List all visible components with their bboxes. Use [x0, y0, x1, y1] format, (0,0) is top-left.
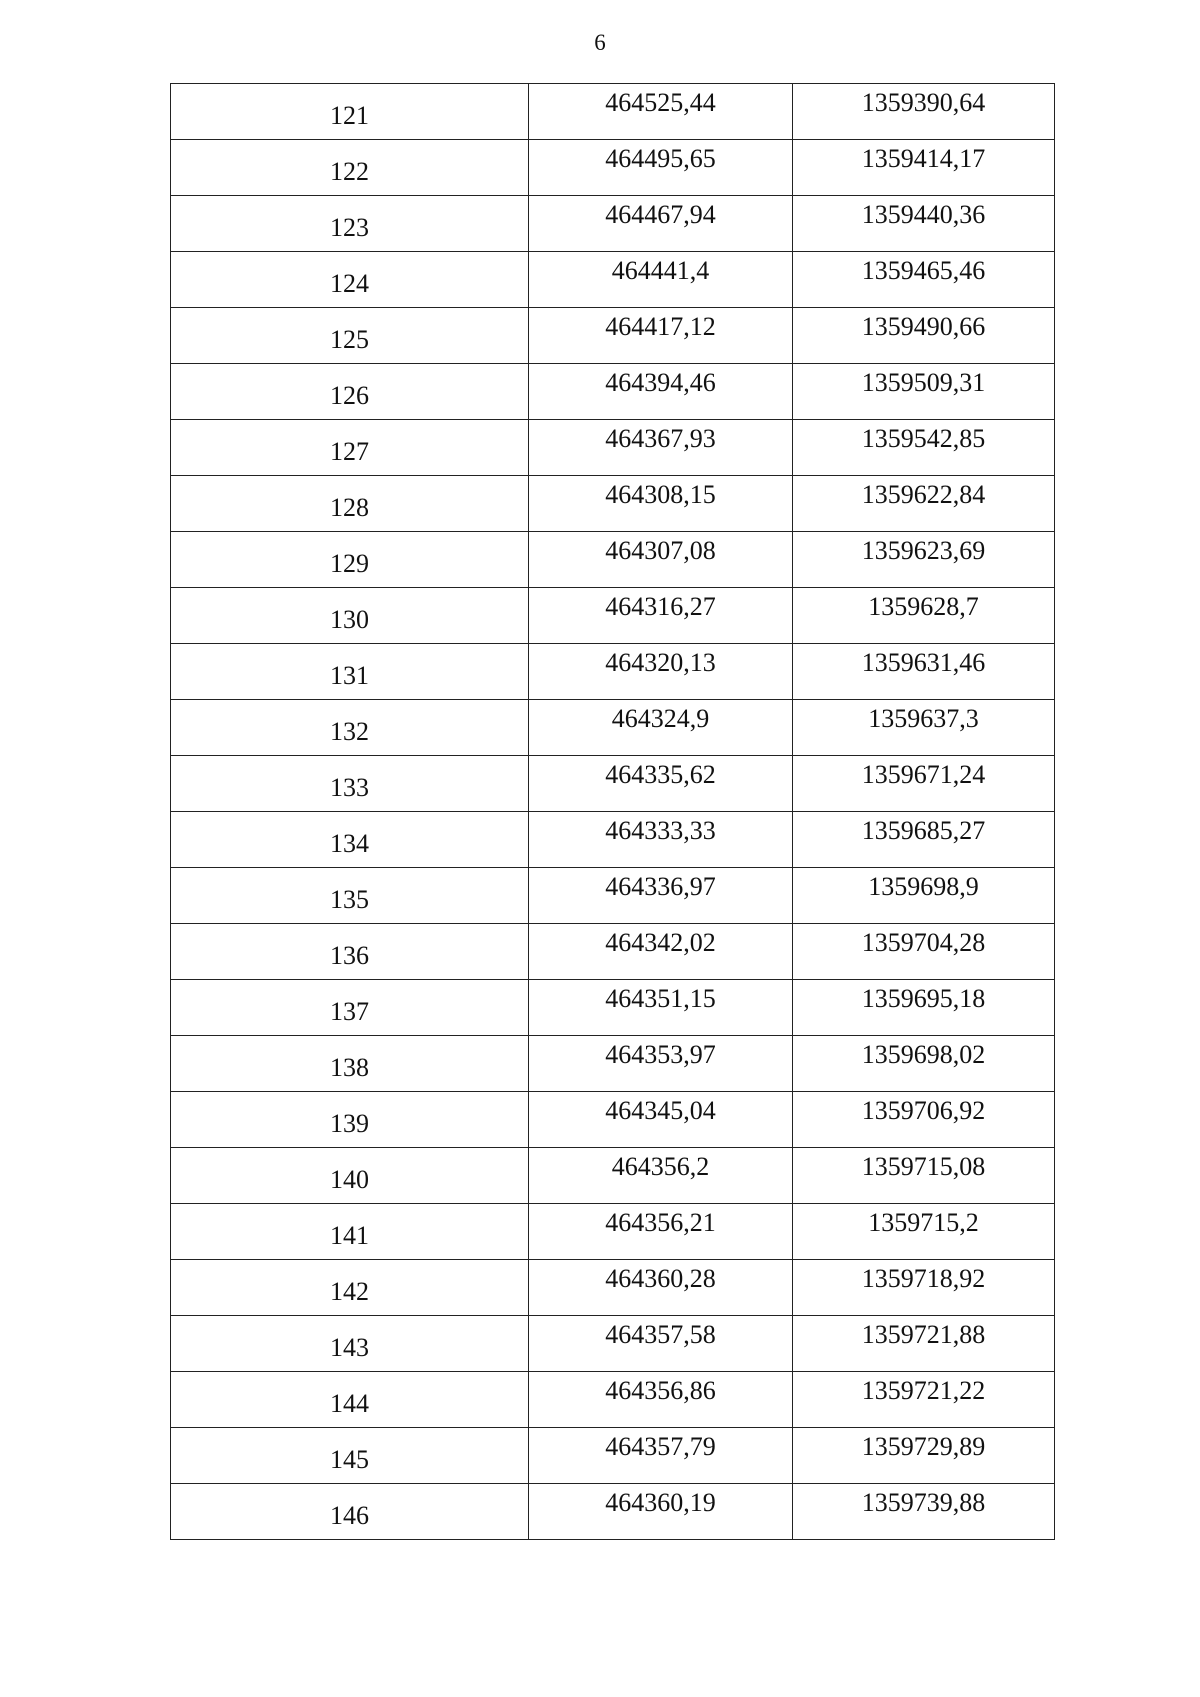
point-number-cell: 128 [171, 476, 529, 532]
table-row [171, 84, 1055, 140]
y-coordinate-cell: 1359631,46 [793, 644, 1055, 700]
point-number-cell: 135 [171, 868, 529, 924]
x-coordinate-cell: 464345,04 [529, 1092, 793, 1148]
x-coordinate-cell: 464335,62 [529, 756, 793, 812]
point-number-cell: 129 [171, 532, 529, 588]
table-row [171, 1036, 1055, 1092]
point-number-cell: 126 [171, 364, 529, 420]
table-row [171, 476, 1055, 532]
table-row [171, 364, 1055, 420]
coordinates-table-body [171, 84, 1055, 1540]
point-number-cell: 132 [171, 700, 529, 756]
x-coordinate-cell: 464525,44 [529, 84, 793, 140]
y-coordinate-cell: 1359718,92 [793, 1260, 1055, 1316]
table-row [171, 1260, 1055, 1316]
x-coordinate-cell: 464357,58 [529, 1316, 793, 1372]
y-coordinate-cell: 1359671,24 [793, 756, 1055, 812]
x-coordinate-cell: 464307,08 [529, 532, 793, 588]
point-number-cell: 144 [171, 1372, 529, 1428]
x-coordinate-cell: 464394,46 [529, 364, 793, 420]
x-coordinate-cell: 464467,94 [529, 196, 793, 252]
point-number-cell: 143 [171, 1316, 529, 1372]
y-coordinate-cell: 1359390,64 [793, 84, 1055, 140]
table-row [171, 532, 1055, 588]
x-coordinate-cell: 464308,15 [529, 476, 793, 532]
x-coordinate-cell: 464356,86 [529, 1372, 793, 1428]
y-coordinate-cell: 1359685,27 [793, 812, 1055, 868]
x-coordinate-cell: 464417,12 [529, 308, 793, 364]
page-number: 6 [594, 30, 606, 55]
y-coordinate-cell: 1359509,31 [793, 364, 1055, 420]
table-row [171, 812, 1055, 868]
table-row [171, 308, 1055, 364]
x-coordinate-cell: 464333,33 [529, 812, 793, 868]
x-coordinate-cell: 464367,93 [529, 420, 793, 476]
coordinates-table [170, 83, 1055, 1540]
y-coordinate-cell: 1359698,9 [793, 868, 1055, 924]
x-coordinate-cell: 464356,2 [529, 1148, 793, 1204]
x-coordinate-cell: 464320,13 [529, 644, 793, 700]
y-coordinate-cell: 1359542,85 [793, 420, 1055, 476]
y-coordinate-cell: 1359698,02 [793, 1036, 1055, 1092]
y-coordinate-cell: 1359715,08 [793, 1148, 1055, 1204]
table-row [171, 868, 1055, 924]
point-number-cell: 124 [171, 252, 529, 308]
point-number-cell: 146 [171, 1484, 529, 1540]
table-row [171, 1148, 1055, 1204]
table-row [171, 1428, 1055, 1484]
x-coordinate-cell: 464336,97 [529, 868, 793, 924]
point-number-cell: 123 [171, 196, 529, 252]
point-number-cell: 139 [171, 1092, 529, 1148]
table-row [171, 1484, 1055, 1540]
x-coordinate-cell: 464316,27 [529, 588, 793, 644]
point-number-cell: 145 [171, 1428, 529, 1484]
table-row [171, 980, 1055, 1036]
table-row [171, 1316, 1055, 1372]
table-row [171, 700, 1055, 756]
y-coordinate-cell: 1359622,84 [793, 476, 1055, 532]
table-row [171, 756, 1055, 812]
x-coordinate-cell: 464441,4 [529, 252, 793, 308]
point-number-cell: 130 [171, 588, 529, 644]
y-coordinate-cell: 1359414,17 [793, 140, 1055, 196]
point-number-cell: 141 [171, 1204, 529, 1260]
table-row [171, 588, 1055, 644]
point-number-cell: 122 [171, 140, 529, 196]
point-number-cell: 127 [171, 420, 529, 476]
x-coordinate-cell: 464360,28 [529, 1260, 793, 1316]
table-row [171, 140, 1055, 196]
y-coordinate-cell: 1359637,3 [793, 700, 1055, 756]
y-coordinate-cell: 1359721,22 [793, 1372, 1055, 1428]
table-row [171, 924, 1055, 980]
x-coordinate-cell: 464360,19 [529, 1484, 793, 1540]
x-coordinate-cell: 464324,9 [529, 700, 793, 756]
point-number-cell: 131 [171, 644, 529, 700]
point-number-cell: 142 [171, 1260, 529, 1316]
y-coordinate-cell: 1359465,46 [793, 252, 1055, 308]
point-number-cell: 137 [171, 980, 529, 1036]
x-coordinate-cell: 464351,15 [529, 980, 793, 1036]
table-row [171, 1204, 1055, 1260]
point-number-cell: 121 [171, 84, 529, 140]
table-row [171, 252, 1055, 308]
x-coordinate-cell: 464342,02 [529, 924, 793, 980]
point-number-cell: 125 [171, 308, 529, 364]
y-coordinate-cell: 1359704,28 [793, 924, 1055, 980]
point-number-cell: 133 [171, 756, 529, 812]
table-row [171, 644, 1055, 700]
x-coordinate-cell: 464495,65 [529, 140, 793, 196]
y-coordinate-cell: 1359706,92 [793, 1092, 1055, 1148]
y-coordinate-cell: 1359623,69 [793, 532, 1055, 588]
point-number-cell: 136 [171, 924, 529, 980]
x-coordinate-cell: 464353,97 [529, 1036, 793, 1092]
y-coordinate-cell: 1359695,18 [793, 980, 1055, 1036]
table-row [171, 196, 1055, 252]
point-number-cell: 134 [171, 812, 529, 868]
table-row [171, 420, 1055, 476]
y-coordinate-cell: 1359721,88 [793, 1316, 1055, 1372]
y-coordinate-cell: 1359739,88 [793, 1484, 1055, 1540]
x-coordinate-cell: 464357,79 [529, 1428, 793, 1484]
point-number-cell: 140 [171, 1148, 529, 1204]
y-coordinate-cell: 1359628,7 [793, 588, 1055, 644]
y-coordinate-cell: 1359440,36 [793, 196, 1055, 252]
point-number-cell: 138 [171, 1036, 529, 1092]
y-coordinate-cell: 1359729,89 [793, 1428, 1055, 1484]
y-coordinate-cell: 1359715,2 [793, 1204, 1055, 1260]
table-row [171, 1092, 1055, 1148]
table-row [171, 1372, 1055, 1428]
x-coordinate-cell: 464356,21 [529, 1204, 793, 1260]
y-coordinate-cell: 1359490,66 [793, 308, 1055, 364]
